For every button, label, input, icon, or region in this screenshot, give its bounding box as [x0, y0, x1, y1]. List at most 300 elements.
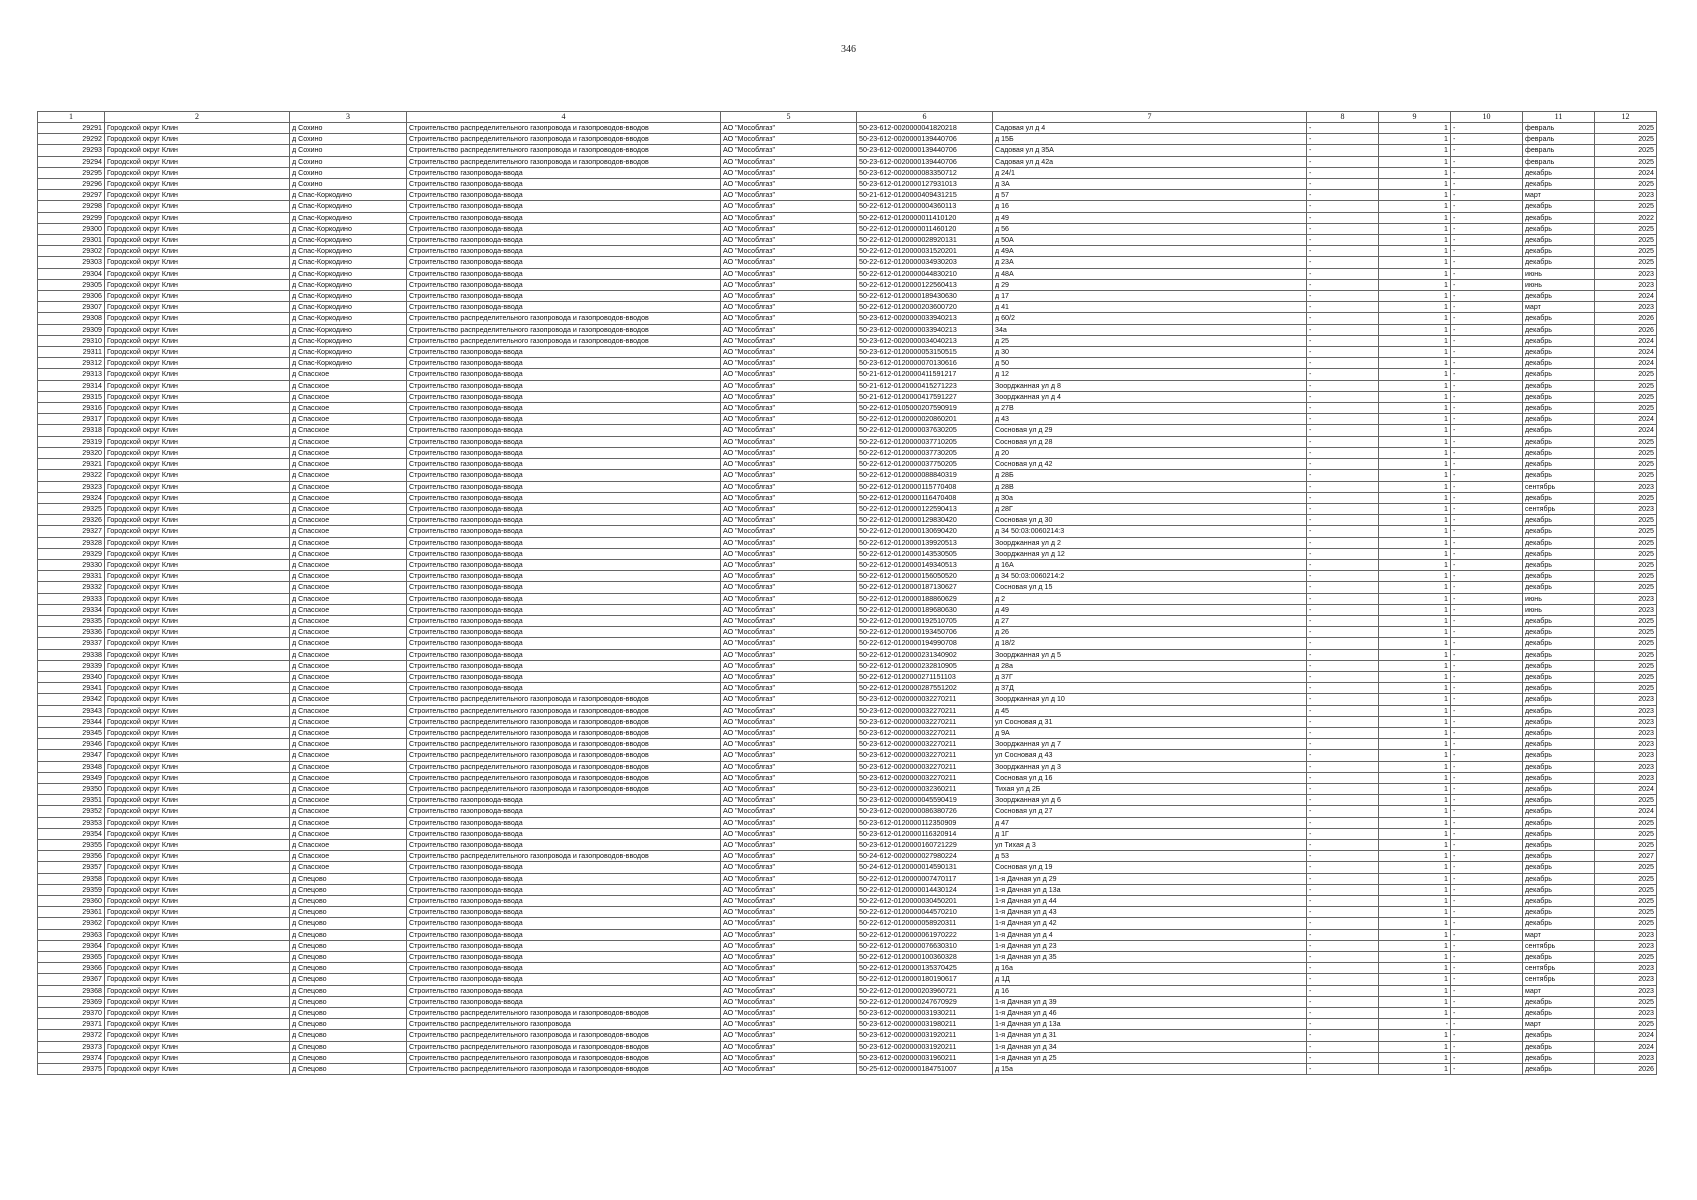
address-cell: 1-я Дачная ул д 35	[993, 952, 1307, 963]
address-cell: Сосновая ул д 27	[993, 806, 1307, 817]
row-number-cell: 29296	[38, 179, 105, 190]
organization-cell: АО "Мособлгаз"	[721, 503, 857, 514]
settlement-cell: д Спасское	[290, 795, 407, 806]
col8-cell: -	[1307, 380, 1379, 391]
address-cell: Зоорджанная ул д 3	[993, 761, 1307, 772]
month-cell: декабрь	[1523, 996, 1595, 1007]
address-cell: д 30а	[993, 492, 1307, 503]
col9-cell: 1	[1379, 537, 1451, 548]
row-number-cell: 29293	[38, 145, 105, 156]
month-cell: март	[1523, 985, 1595, 996]
month-cell: декабрь	[1523, 671, 1595, 682]
col9-cell: 1	[1379, 1030, 1451, 1041]
col8-cell: -	[1307, 660, 1379, 671]
row-number-cell: 29364	[38, 940, 105, 951]
address-cell: д 17	[993, 291, 1307, 302]
registry-code-cell: 50-22-612-0120000188860629	[857, 593, 993, 604]
municipality-cell: Городской округ Клин	[105, 615, 290, 626]
work-type-cell: Строительство газопровода-ввода	[407, 862, 721, 873]
col10-cell: -	[1451, 817, 1523, 828]
settlement-cell: д Спасское	[290, 750, 407, 761]
registry-code-cell: 50-22-612-0120000156050520	[857, 571, 993, 582]
month-cell: декабрь	[1523, 660, 1595, 671]
month-cell: декабрь	[1523, 358, 1595, 369]
year-cell: 2025	[1595, 123, 1657, 134]
organization-cell: АО "Мособлгаз"	[721, 783, 857, 794]
registry-code-cell: 50-22-612-0120000135370425	[857, 963, 993, 974]
organization-cell: АО "Мособлгаз"	[721, 604, 857, 615]
col10-cell: -	[1451, 268, 1523, 279]
col9-cell: 1	[1379, 145, 1451, 156]
address-cell: д 16	[993, 985, 1307, 996]
table-row	[38, 985, 1657, 996]
year-cell: 2025	[1595, 201, 1657, 212]
municipality-cell: Городской округ Клин	[105, 403, 290, 414]
settlement-cell: д Спасское	[290, 380, 407, 391]
organization-cell: АО "Мособлгаз"	[721, 649, 857, 660]
month-cell: декабрь	[1523, 414, 1595, 425]
table-row	[38, 851, 1657, 862]
month-cell: декабрь	[1523, 347, 1595, 358]
row-number-cell: 29302	[38, 246, 105, 257]
work-type-cell: Строительство распределительного газопровода и газопроводов-вводов	[407, 324, 721, 335]
table-row	[38, 840, 1657, 851]
col10-cell: -	[1451, 436, 1523, 447]
col8-cell: -	[1307, 671, 1379, 682]
col10-cell: -	[1451, 772, 1523, 783]
year-cell: 2025	[1595, 884, 1657, 895]
organization-cell: АО "Мособлгаз"	[721, 335, 857, 346]
address-cell: Садовая ул д 42а	[993, 156, 1307, 167]
col10-cell: -	[1451, 403, 1523, 414]
col9-cell: 1	[1379, 369, 1451, 380]
col8-cell: -	[1307, 503, 1379, 514]
table-row	[38, 683, 1657, 694]
address-cell: д 23А	[993, 257, 1307, 268]
col10-cell: -	[1451, 380, 1523, 391]
work-type-cell: Строительство газопровода-ввода	[407, 212, 721, 223]
month-cell: декабрь	[1523, 615, 1595, 626]
table-row	[38, 201, 1657, 212]
col8-cell: -	[1307, 940, 1379, 951]
table-row	[38, 1008, 1657, 1019]
organization-cell: АО "Мособлгаз"	[721, 347, 857, 358]
table-row	[38, 559, 1657, 570]
registry-code-cell: 50-22-612-0120000247670929	[857, 996, 993, 1007]
col9-cell: 1	[1379, 302, 1451, 313]
month-cell: декабрь	[1523, 795, 1595, 806]
municipality-cell: Городской округ Клин	[105, 828, 290, 839]
col10-cell: -	[1451, 123, 1523, 134]
registry-code-cell: 50-22-612-0120000192510705	[857, 615, 993, 626]
work-type-cell: Строительство распределительного газопровода и газопроводов-вводов	[407, 1030, 721, 1041]
col8-cell: -	[1307, 459, 1379, 470]
col8-cell: -	[1307, 537, 1379, 548]
row-number-cell: 29316	[38, 403, 105, 414]
address-cell: д 3А	[993, 179, 1307, 190]
table-row	[38, 828, 1657, 839]
col8-cell: -	[1307, 683, 1379, 694]
organization-cell: АО "Мособлгаз"	[721, 537, 857, 548]
table-row	[38, 638, 1657, 649]
settlement-cell: д Спасское	[290, 414, 407, 425]
address-cell: Сосновая ул д 19	[993, 862, 1307, 873]
col8-cell: -	[1307, 481, 1379, 492]
col8-cell: -	[1307, 134, 1379, 145]
col8-cell: -	[1307, 145, 1379, 156]
registry-code-cell: 50-22-612-0120000061970222	[857, 929, 993, 940]
registry-code-cell: 50-23-612-0020000083350712	[857, 167, 993, 178]
col10-cell: -	[1451, 727, 1523, 738]
address-cell: д 26	[993, 627, 1307, 638]
col10-cell: -	[1451, 828, 1523, 839]
work-type-cell: Строительство газопровода-ввода	[407, 873, 721, 884]
table-row	[38, 940, 1657, 951]
organization-cell: АО "Мособлгаз"	[721, 291, 857, 302]
col9-cell: 1	[1379, 190, 1451, 201]
address-cell: д 15а	[993, 1064, 1307, 1075]
address-cell: д 57	[993, 190, 1307, 201]
month-cell: июнь	[1523, 268, 1595, 279]
address-cell: 34а	[993, 324, 1307, 335]
table-row	[38, 929, 1657, 940]
year-cell: 2025	[1595, 952, 1657, 963]
col10-cell: -	[1451, 862, 1523, 873]
col10-cell: -	[1451, 929, 1523, 940]
year-cell: 2024	[1595, 291, 1657, 302]
work-type-cell: Строительство газопровода-ввода	[407, 806, 721, 817]
col8-cell: -	[1307, 627, 1379, 638]
work-type-cell: Строительство газопровода-ввода	[407, 840, 721, 851]
col10-cell: -	[1451, 940, 1523, 951]
col9-cell: 1	[1379, 123, 1451, 134]
month-cell: декабрь	[1523, 167, 1595, 178]
row-number-cell: 29375	[38, 1064, 105, 1075]
row-number-cell: 29298	[38, 201, 105, 212]
col9-cell: 1	[1379, 358, 1451, 369]
address-cell: 1-я Дачная ул д 29	[993, 873, 1307, 884]
col10-cell: -	[1451, 705, 1523, 716]
organization-cell: АО "Мособлгаз"	[721, 526, 857, 537]
col10-cell: -	[1451, 201, 1523, 212]
row-number-cell: 29355	[38, 840, 105, 851]
month-cell: февраль	[1523, 134, 1595, 145]
work-type-cell: Строительство газопровода-ввода	[407, 369, 721, 380]
table-row	[38, 750, 1657, 761]
settlement-cell: д Спас-Коркодино	[290, 347, 407, 358]
municipality-cell: Городской округ Клин	[105, 963, 290, 974]
organization-cell: АО "Мособлгаз"	[721, 145, 857, 156]
row-number-cell: 29314	[38, 380, 105, 391]
row-number-cell: 29357	[38, 862, 105, 873]
work-type-cell: Строительство газопровода-ввода	[407, 503, 721, 514]
year-cell: 2023	[1595, 604, 1657, 615]
table-row	[38, 806, 1657, 817]
col9-cell: 1	[1379, 974, 1451, 985]
col8-cell: -	[1307, 918, 1379, 929]
address-cell: д 16	[993, 201, 1307, 212]
row-number-cell: 29317	[38, 414, 105, 425]
row-number-cell: 29295	[38, 167, 105, 178]
address-cell: Зоорджанная ул д 2	[993, 537, 1307, 548]
settlement-cell: д Спецово	[290, 1030, 407, 1041]
row-number-cell: 29371	[38, 1019, 105, 1030]
work-type-cell: Строительство газопровода-ввода	[407, 347, 721, 358]
settlement-cell: д Спецово	[290, 985, 407, 996]
organization-cell: АО "Мособлгаз"	[721, 929, 857, 940]
registry-code-cell: 50-22-612-0120000034930203	[857, 257, 993, 268]
work-type-cell: Строительство распределительного газопровода и газопроводов-вводов	[407, 335, 721, 346]
row-number-cell: 29345	[38, 727, 105, 738]
col9-cell: 1	[1379, 380, 1451, 391]
col10-cell: -	[1451, 604, 1523, 615]
municipality-cell: Городской округ Клин	[105, 134, 290, 145]
row-number-cell: 29368	[38, 985, 105, 996]
col9-cell: 1	[1379, 515, 1451, 526]
municipality-cell: Городской округ Клин	[105, 918, 290, 929]
organization-cell: АО "Мособлгаз"	[721, 425, 857, 436]
row-number-cell: 29304	[38, 268, 105, 279]
work-type-cell: Строительство распределительного газопровода и газопроводов-вводов	[407, 123, 721, 134]
table-row	[38, 358, 1657, 369]
row-number-cell: 29311	[38, 347, 105, 358]
table-row	[38, 593, 1657, 604]
municipality-cell: Городской округ Клин	[105, 123, 290, 134]
table-row	[38, 660, 1657, 671]
col8-cell: -	[1307, 929, 1379, 940]
row-number-cell: 29342	[38, 694, 105, 705]
month-cell: декабрь	[1523, 324, 1595, 335]
registry-code-cell: 50-22-612-0120000028920131	[857, 235, 993, 246]
work-type-cell: Строительство газопровода-ввода	[407, 548, 721, 559]
organization-cell: АО "Мособлгаз"	[721, 761, 857, 772]
settlement-cell: д Сохино	[290, 145, 407, 156]
row-number-cell: 29346	[38, 739, 105, 750]
organization-cell: АО "Мособлгаз"	[721, 246, 857, 257]
row-number-cell: 29318	[38, 425, 105, 436]
organization-cell: АО "Мособлгаз"	[721, 1030, 857, 1041]
organization-cell: АО "Мособлгаз"	[721, 1052, 857, 1063]
settlement-cell: д Сохино	[290, 123, 407, 134]
organization-cell: АО "Мособлгаз"	[721, 414, 857, 425]
col10-cell: -	[1451, 503, 1523, 514]
column-header: 10	[1451, 112, 1523, 123]
row-number-cell: 29367	[38, 974, 105, 985]
organization-cell: АО "Мособлгаз"	[721, 817, 857, 828]
col9-cell: 1	[1379, 638, 1451, 649]
table-row	[38, 739, 1657, 750]
work-type-cell: Строительство газопровода-ввода	[407, 414, 721, 425]
col8-cell: -	[1307, 201, 1379, 212]
settlement-cell: д Спасское	[290, 694, 407, 705]
table-row	[38, 436, 1657, 447]
table-row	[38, 246, 1657, 257]
year-cell: 2025	[1595, 1019, 1657, 1030]
year-cell: 2023	[1595, 761, 1657, 772]
col9-cell: 1	[1379, 716, 1451, 727]
table-row	[38, 515, 1657, 526]
settlement-cell: д Спецово	[290, 974, 407, 985]
settlement-cell: д Спас-Коркодино	[290, 358, 407, 369]
col8-cell: -	[1307, 313, 1379, 324]
address-cell: 1-я Дачная ул д 43	[993, 907, 1307, 918]
col10-cell: -	[1451, 459, 1523, 470]
work-type-cell: Строительство распределительного газопровода и газопроводов-вводов	[407, 1041, 721, 1052]
col8-cell: -	[1307, 515, 1379, 526]
address-cell: д 34 50:03:0060214:2	[993, 571, 1307, 582]
municipality-cell: Городской округ Клин	[105, 649, 290, 660]
work-type-cell: Строительство газопровода-ввода	[407, 537, 721, 548]
work-type-cell: Строительство газопровода-ввода	[407, 604, 721, 615]
settlement-cell: д Спасское	[290, 660, 407, 671]
work-type-cell: Строительство газопровода-ввода	[407, 279, 721, 290]
registry-code-cell: 50-24-612-0020000027980224	[857, 851, 993, 862]
col10-cell: -	[1451, 671, 1523, 682]
work-type-cell: Строительство газопровода-ввода	[407, 582, 721, 593]
col8-cell: -	[1307, 335, 1379, 346]
month-cell: декабрь	[1523, 627, 1595, 638]
year-cell: 2025	[1595, 683, 1657, 694]
settlement-cell: д Спецово	[290, 952, 407, 963]
registry-code-cell: 50-23-612-0020000139440706	[857, 145, 993, 156]
col9-cell: 1	[1379, 571, 1451, 582]
organization-cell: АО "Мособлгаз"	[721, 492, 857, 503]
col9-cell: 1	[1379, 604, 1451, 615]
work-type-cell: Строительство газопровода-ввода	[407, 246, 721, 257]
table-row	[38, 896, 1657, 907]
address-cell: Зоорджанная ул д 5	[993, 649, 1307, 660]
col9-cell: 1	[1379, 660, 1451, 671]
row-number-cell: 29326	[38, 515, 105, 526]
registry-code-cell: 50-22-612-0120000004360113	[857, 201, 993, 212]
table-row	[38, 862, 1657, 873]
work-type-cell: Строительство газопровода-ввода	[407, 795, 721, 806]
month-cell: сентябрь	[1523, 940, 1595, 951]
work-type-cell: Строительство газопровода-ввода	[407, 492, 721, 503]
organization-cell: АО "Мособлгаз"	[721, 481, 857, 492]
municipality-cell: Городской округ Клин	[105, 873, 290, 884]
row-number-cell: 29356	[38, 851, 105, 862]
municipality-cell: Городской округ Клин	[105, 660, 290, 671]
column-header: 4	[407, 112, 721, 123]
work-type-cell: Строительство распределительного газопровода и газопроводов-вводов	[407, 750, 721, 761]
col9-cell: 1	[1379, 257, 1451, 268]
organization-cell: АО "Мособлгаз"	[721, 582, 857, 593]
year-cell: 2025	[1595, 918, 1657, 929]
address-cell: д 18/2	[993, 638, 1307, 649]
col9-cell: 1	[1379, 212, 1451, 223]
year-cell: 2023	[1595, 694, 1657, 705]
row-number-cell: 29352	[38, 806, 105, 817]
col8-cell: -	[1307, 783, 1379, 794]
municipality-cell: Городской округ Клин	[105, 235, 290, 246]
table-row	[38, 1064, 1657, 1075]
registry-code-cell: 50-22-612-0120000058920311	[857, 918, 993, 929]
col10-cell: -	[1451, 627, 1523, 638]
year-cell: 2025	[1595, 447, 1657, 458]
col9-cell: 1	[1379, 739, 1451, 750]
work-type-cell: Строительство газопровода-ввода	[407, 470, 721, 481]
page-number: 346	[841, 44, 856, 55]
col8-cell: -	[1307, 862, 1379, 873]
work-type-cell: Строительство газопровода-ввода	[407, 649, 721, 660]
year-cell: 2023	[1595, 929, 1657, 940]
table-row	[38, 212, 1657, 223]
municipality-cell: Городской округ Клин	[105, 739, 290, 750]
column-header: 2	[105, 112, 290, 123]
col9-cell: 1	[1379, 313, 1451, 324]
row-number-cell: 29359	[38, 884, 105, 895]
work-type-cell: Строительство газопровода-ввода	[407, 481, 721, 492]
row-number-cell: 29300	[38, 223, 105, 234]
work-type-cell: Строительство газопровода-ввода	[407, 447, 721, 458]
year-cell: 2023	[1595, 716, 1657, 727]
municipality-cell: Городской округ Клин	[105, 436, 290, 447]
registry-code-cell: 50-22-612-0120000189680630	[857, 604, 993, 615]
organization-cell: АО "Мособлгаз"	[721, 302, 857, 313]
registry-code-cell: 50-23-612-0120000112350909	[857, 817, 993, 828]
settlement-cell: д Спас-Коркодино	[290, 291, 407, 302]
municipality-cell: Городской округ Клин	[105, 1019, 290, 1030]
address-cell: Зоорджанная ул д 7	[993, 739, 1307, 750]
address-cell: д 49	[993, 212, 1307, 223]
row-number-cell: 29333	[38, 593, 105, 604]
table-row	[38, 190, 1657, 201]
col10-cell: -	[1451, 145, 1523, 156]
work-type-cell: Строительство распределительного газопровода и газопроводов-вводов	[407, 739, 721, 750]
work-type-cell: Строительство распределительного газопровода и газопроводов-вводов	[407, 1008, 721, 1019]
address-cell: д 49	[993, 604, 1307, 615]
registry-code-cell: 50-22-612-0120000187130627	[857, 582, 993, 593]
year-cell: 2024	[1595, 783, 1657, 794]
registry-code-cell: 50-23-612-0020000086380726	[857, 806, 993, 817]
organization-cell: АО "Мособлгаз"	[721, 1008, 857, 1019]
month-cell: декабрь	[1523, 470, 1595, 481]
work-type-cell: Строительство газопровода-ввода	[407, 996, 721, 1007]
month-cell: декабрь	[1523, 235, 1595, 246]
address-cell: ул Сосновая д 31	[993, 716, 1307, 727]
month-cell: декабрь	[1523, 459, 1595, 470]
work-type-cell: Строительство газопровода-ввода	[407, 179, 721, 190]
municipality-cell: Городской округ Клин	[105, 212, 290, 223]
col10-cell: -	[1451, 952, 1523, 963]
registry-code-cell: 50-22-612-0120000143530505	[857, 548, 993, 559]
column-header: 9	[1379, 112, 1451, 123]
row-number-cell: 29337	[38, 638, 105, 649]
municipality-cell: Городской округ Клин	[105, 593, 290, 604]
settlement-cell: д Спасское	[290, 739, 407, 750]
col8-cell: -	[1307, 795, 1379, 806]
col8-cell: -	[1307, 638, 1379, 649]
table-row	[38, 571, 1657, 582]
col9-cell: 1	[1379, 403, 1451, 414]
col10-cell: -	[1451, 1008, 1523, 1019]
col9-cell: 1	[1379, 828, 1451, 839]
table-row	[38, 537, 1657, 548]
settlement-cell: д Спасское	[290, 627, 407, 638]
month-cell: декабрь	[1523, 313, 1595, 324]
address-cell: д 48А	[993, 268, 1307, 279]
settlement-cell: д Спасское	[290, 862, 407, 873]
registry-code-cell: 50-23-612-0020000032270211	[857, 716, 993, 727]
work-type-cell: Строительство газопровода-ввода	[407, 403, 721, 414]
month-cell: декабрь	[1523, 425, 1595, 436]
organization-cell: АО "Мособлгаз"	[721, 134, 857, 145]
col9-cell: 1	[1379, 884, 1451, 895]
organization-cell: АО "Мособлгаз"	[721, 862, 857, 873]
work-type-cell: Строительство газопровода-ввода	[407, 615, 721, 626]
registry-code-cell: 50-23-612-0120000070130616	[857, 358, 993, 369]
